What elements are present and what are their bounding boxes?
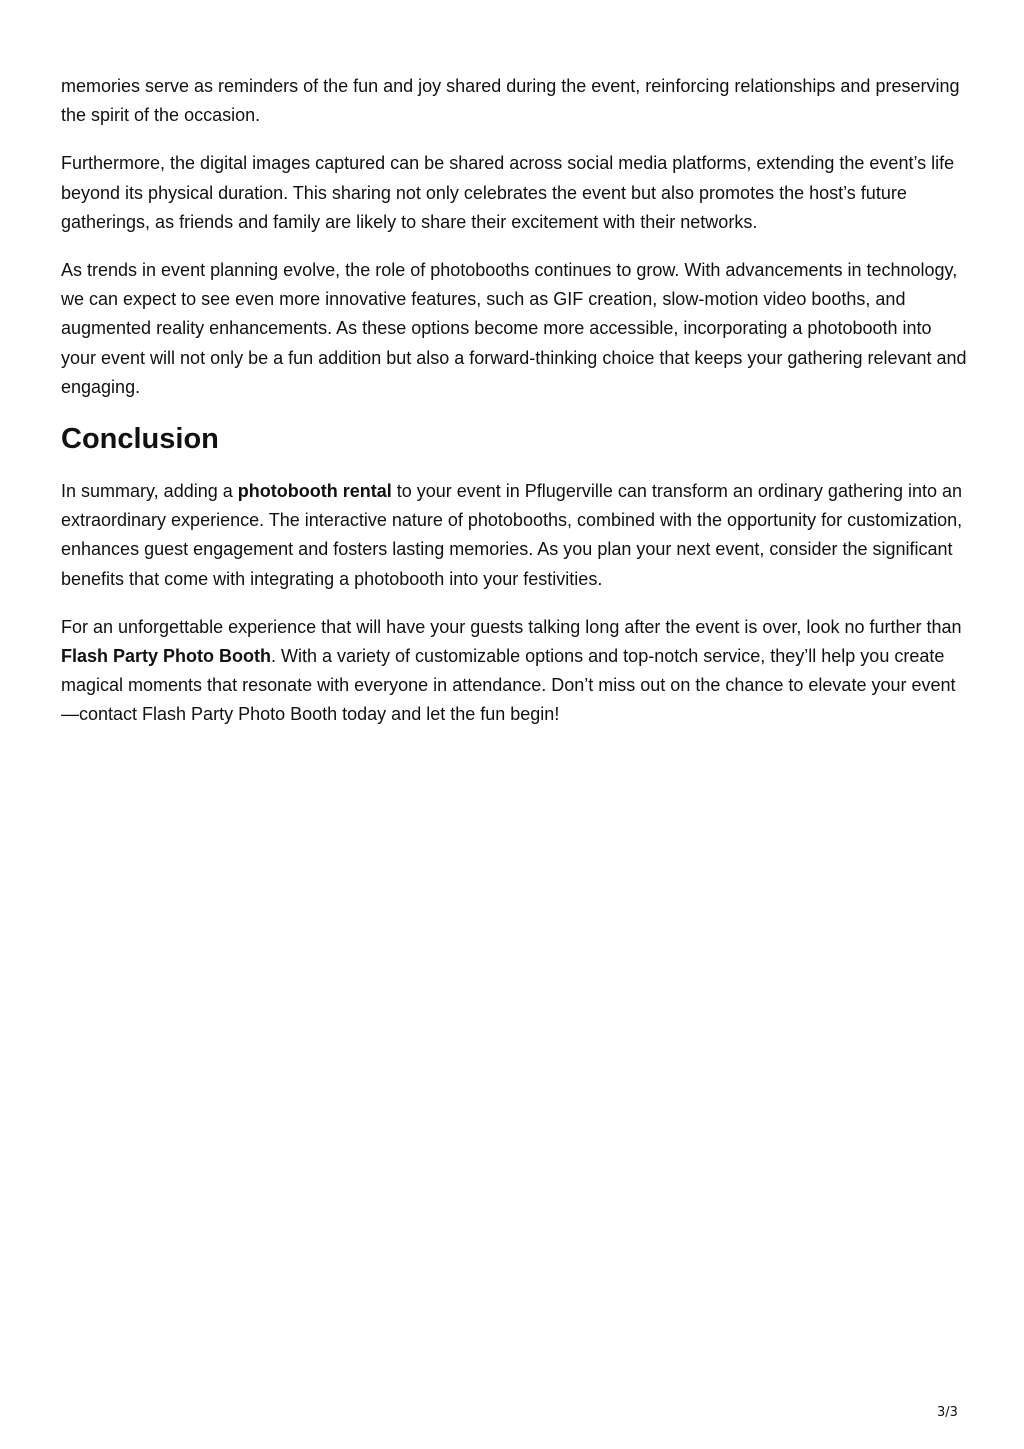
cta-text-before: For an unforgettable experience that will have your guests talking long after the event is over, look no further than (61, 616, 962, 637)
conclusion-heading: Conclusion (61, 423, 219, 456)
flash-party-photo-booth-bold: Flash Party Photo Booth (61, 646, 272, 667)
photobooth-rental-bold: photobooth rental (237, 481, 392, 502)
paragraph-social-sharing: Furthermore, the digital images captured can be shared across social media platforms, extending the event’s life beyond its physical duration. This sharing not only celebrates the event but also promotes the host’s future gatherings, as friends and family are likely to share their excitement with their networks. (61, 153, 955, 232)
summary-text-after: to your event in Pflugerville can transform an ordinary gathering into an extraordinary experience. The interactive nature of photobooths, combined with the opportunity for customization, enhances guest engagement and fosters lasting memories. As you plan your next event, consider the significant benefits that come with integrating a photobooth into your festivities. (61, 481, 963, 589)
paragraph-trends: As trends in event planning evolve, the role of photobooths continues to grow. With advancements in technology, we can expect to see even more innovative features, such as GIF creation, slow-motion video booths, and augmented reality enhancements. As these options become more accessible, incorporating a photobooth into your event will not only be a fun addition but also a forward-thinking choice that keeps your gathering relevant and engaging. (61, 260, 967, 397)
cta-text-after: . With a variety of customizable options and top-notch service, they’ll help you create magical moments that resonate with everyone in attendance. Don’t miss out on the chance to elevate your event—contact Flash Party Photo Booth today and let the fun begin! (61, 646, 956, 725)
paragraph-call-to-action (61, 613, 971, 730)
document-body (61, 72, 971, 749)
paragraph-memories: memories serve as reminders of the fun and joy shared during the event, reinforcing relationships and preserving the spirit of the occasion. (61, 76, 960, 126)
summary-text-before: In summary, adding a (61, 481, 238, 502)
page-number: 3/3 (937, 1405, 958, 1420)
paragraph-summary (61, 477, 971, 594)
